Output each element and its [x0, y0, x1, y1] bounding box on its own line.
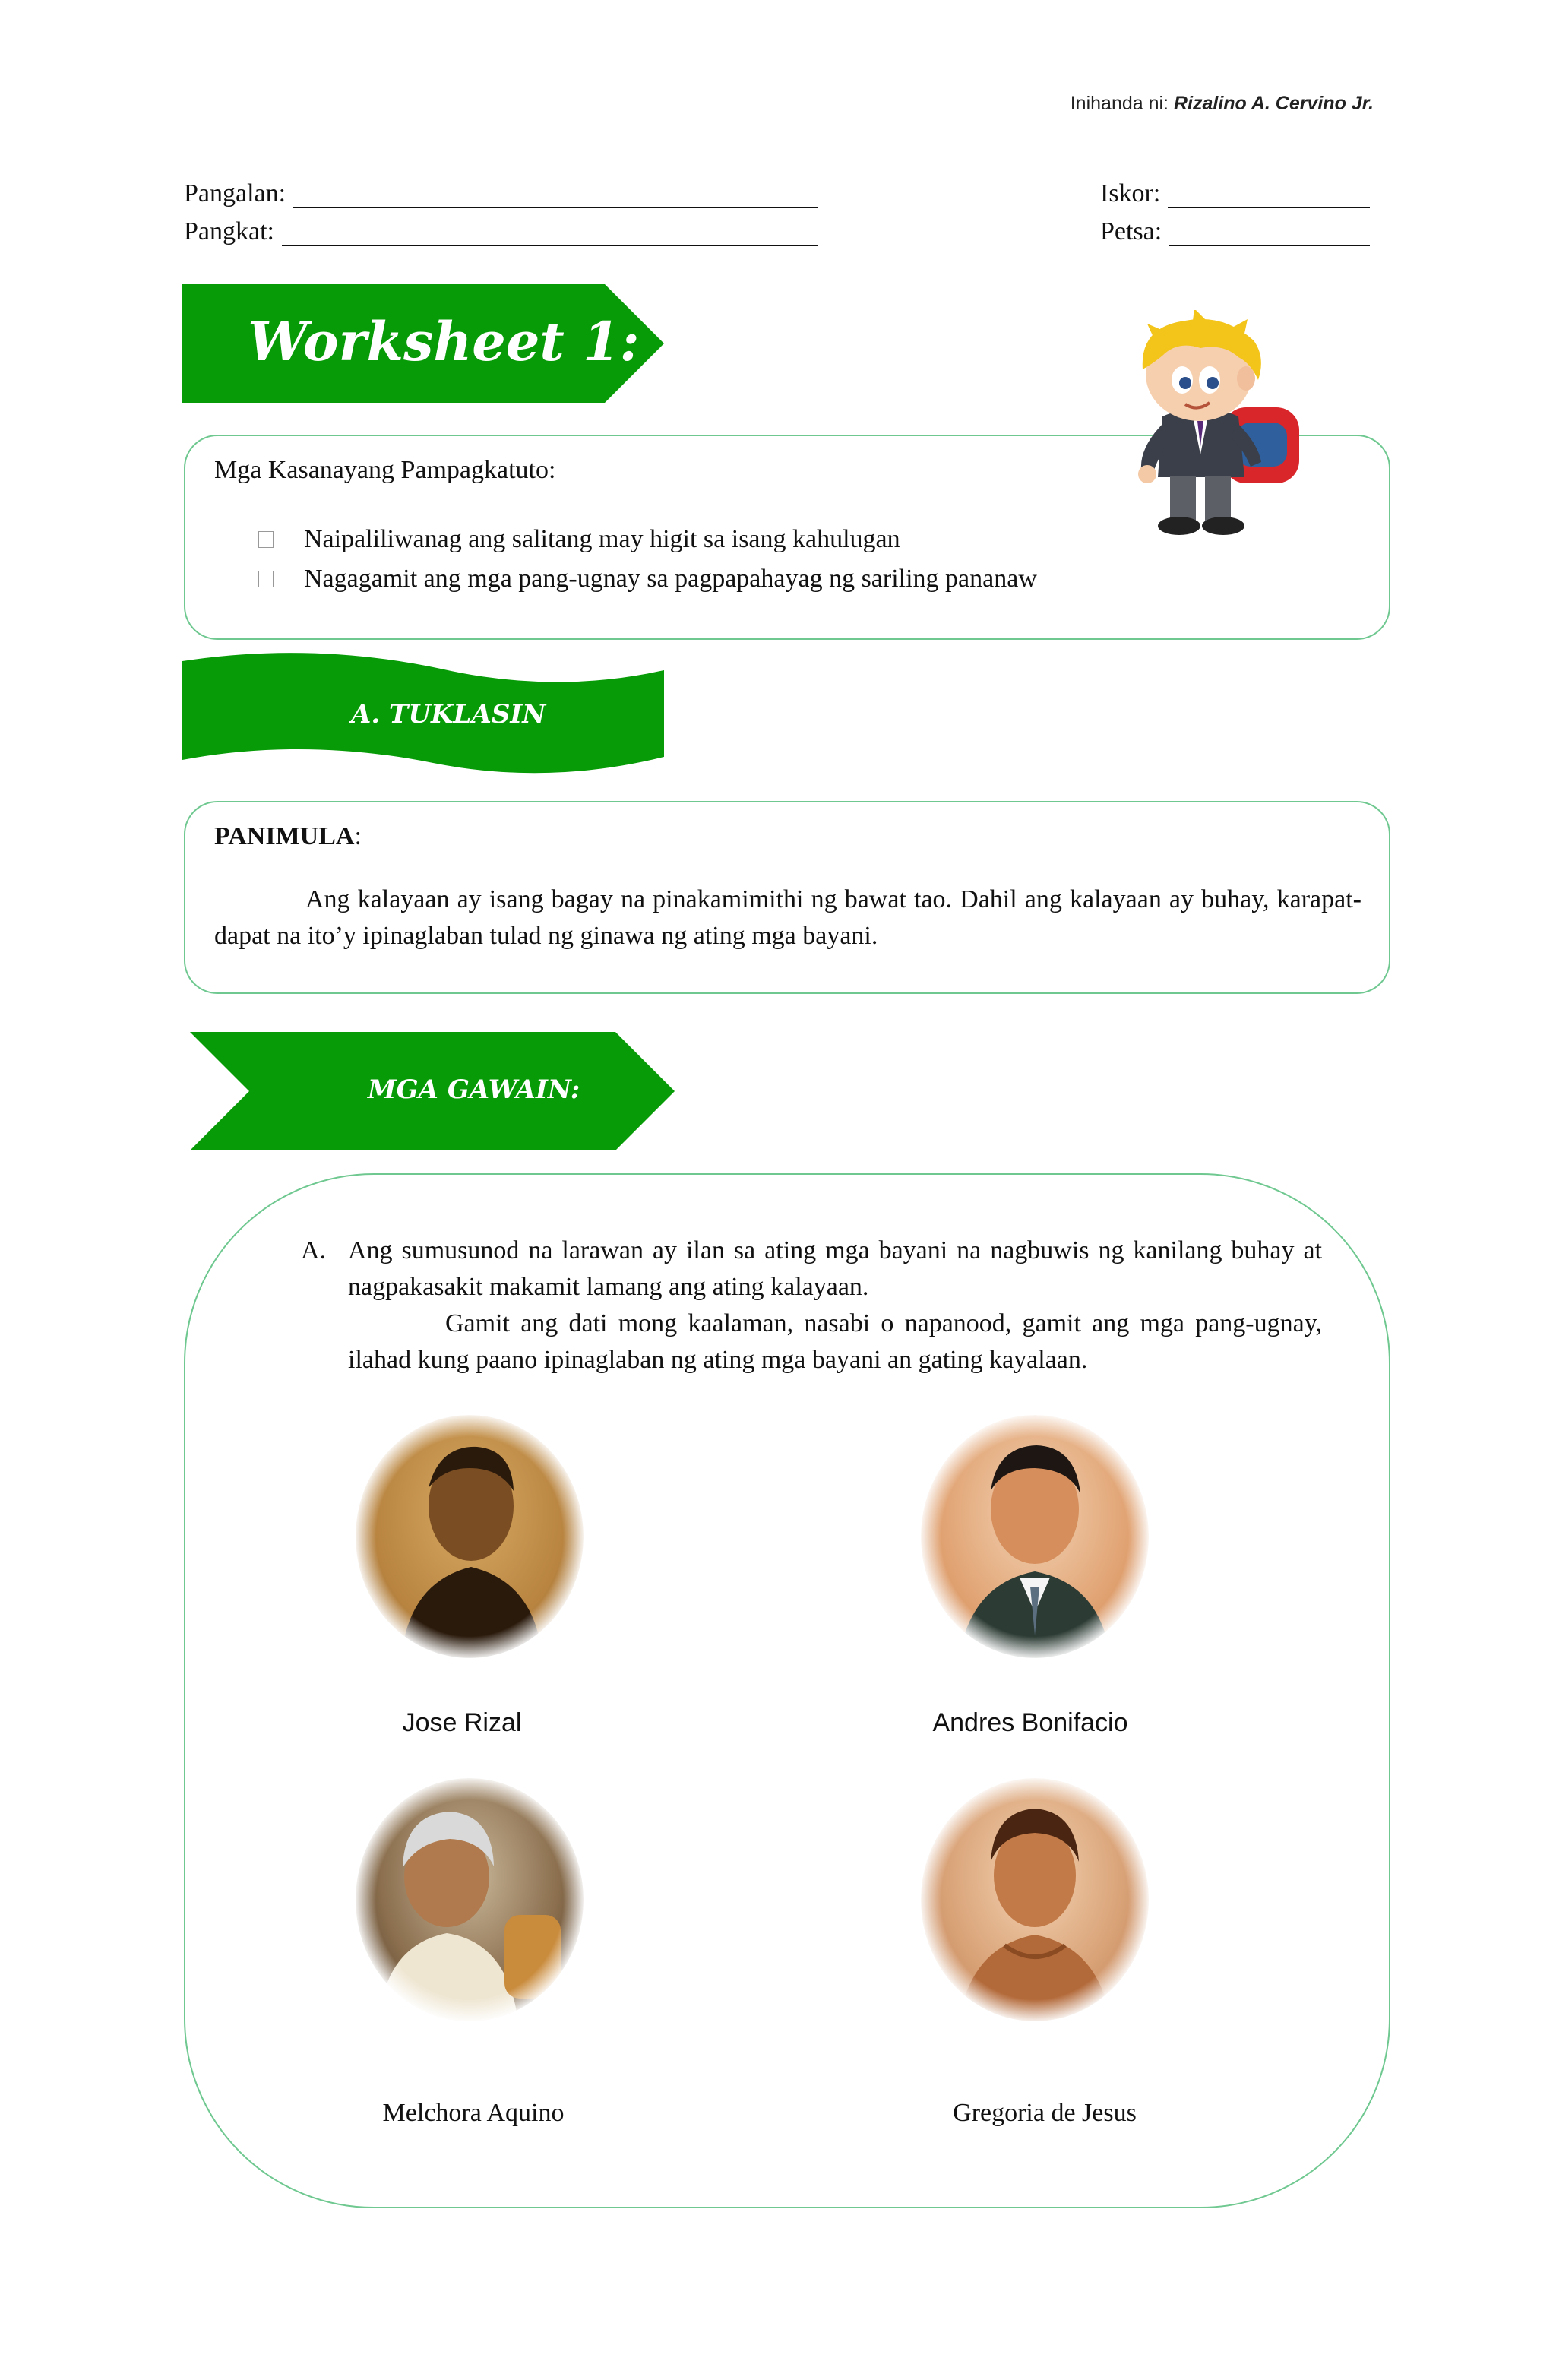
score-label: Iskor:: [1100, 179, 1161, 207]
gawain-banner: [190, 1032, 675, 1150]
name-field[interactable]: [184, 179, 818, 208]
panimula-colon: :: [354, 822, 362, 850]
portrait-figure-icon: [356, 1415, 584, 1658]
objectives-title: Mga Kasanayang Pampagkatuto:: [214, 456, 556, 484]
name-line[interactable]: [293, 185, 818, 208]
score-field[interactable]: [1100, 179, 1370, 208]
portrait-melchora-aquino: [356, 1778, 584, 2021]
date-line[interactable]: [1169, 223, 1370, 246]
portrait-gregoria-de-jesus: [921, 1778, 1149, 2021]
schoolboy-illustration-icon: [1109, 310, 1322, 538]
prepared-label: Inihanda ni:: [1070, 93, 1169, 114]
gawain-paragraph-1: Ang sumusunod na larawan ay ilan sa ating mga bayani na nagbuwis ng kanilang buhay at nagpakasakit makamit lamang ang ating kalayaan.: [348, 1236, 1322, 1301]
portrait-andres-bonifacio: [921, 1415, 1149, 1658]
worksheet-title-banner: [182, 284, 664, 403]
checkbox-glyph-icon: [258, 531, 274, 548]
caption-andres-bonifacio: Andres Bonifacio: [932, 1708, 1128, 1737]
section-field[interactable]: [184, 217, 818, 246]
prepared-name: Rizalino A. Cervino Jr.: [1173, 93, 1374, 114]
gawain-paragraph-2: Gamit ang dati mong kaalaman, nasabi o napanood, gamit ang mga pang-ugnay, ilahad kung paano ipinaglaban ng ating mga bayani an gating kayalaan.: [348, 1309, 1322, 1374]
prepared-by: [1071, 93, 1374, 115]
gawain-item-label: A.: [301, 1236, 327, 1264]
portrait-figure-icon: [356, 1778, 584, 2021]
checkbox-glyph-icon: [258, 571, 274, 587]
date-label: Petsa:: [1100, 217, 1162, 245]
name-label: Pangalan:: [184, 179, 286, 207]
tuklasin-banner: [182, 652, 664, 778]
worksheet-title: Worksheet 1:: [248, 310, 640, 373]
objectives-list: [258, 520, 1037, 599]
portrait-figure-icon: [921, 1415, 1149, 1658]
section-line[interactable]: [282, 223, 818, 246]
portrait-jose-rizal: [356, 1415, 584, 1658]
panimula-heading-text: PANIMULA: [214, 822, 355, 850]
list-item: [258, 520, 1037, 559]
portrait-figure-icon: [921, 1778, 1149, 2021]
caption-gregoria-de-jesus: Gregoria de Jesus: [953, 2099, 1137, 2127]
tuklasin-title: A. TUKLASIN: [351, 699, 546, 730]
caption-melchora-aquino: Melchora Aquino: [382, 2099, 565, 2127]
gawain-instructions: [301, 1233, 1322, 1378]
objective-text: Nagagamit ang mga pang-ugnay sa pagpapahayag ng sariling pananaw: [304, 565, 1037, 593]
objective-text: Naipaliliwanag ang salitang may higit sa isang kahulugan: [304, 525, 900, 553]
caption-jose-rizal: Jose Rizal: [402, 1708, 522, 1737]
panimula-text: Ang kalayaan ay isang bagay na pinakamimithi ng bawat tao. Dahil ang kalayaan ay buhay, karapat-dapat na ito’y ipinaglaban tulad ng ginawa ng ating mga bayani.: [214, 885, 1362, 950]
score-line[interactable]: [1168, 185, 1370, 208]
panimula-heading: [214, 822, 362, 851]
list-item: [258, 559, 1037, 599]
gawain-title: MGA GAWAIN:: [368, 1074, 580, 1105]
section-label: Pangkat:: [184, 217, 274, 245]
date-field[interactable]: [1100, 217, 1370, 246]
